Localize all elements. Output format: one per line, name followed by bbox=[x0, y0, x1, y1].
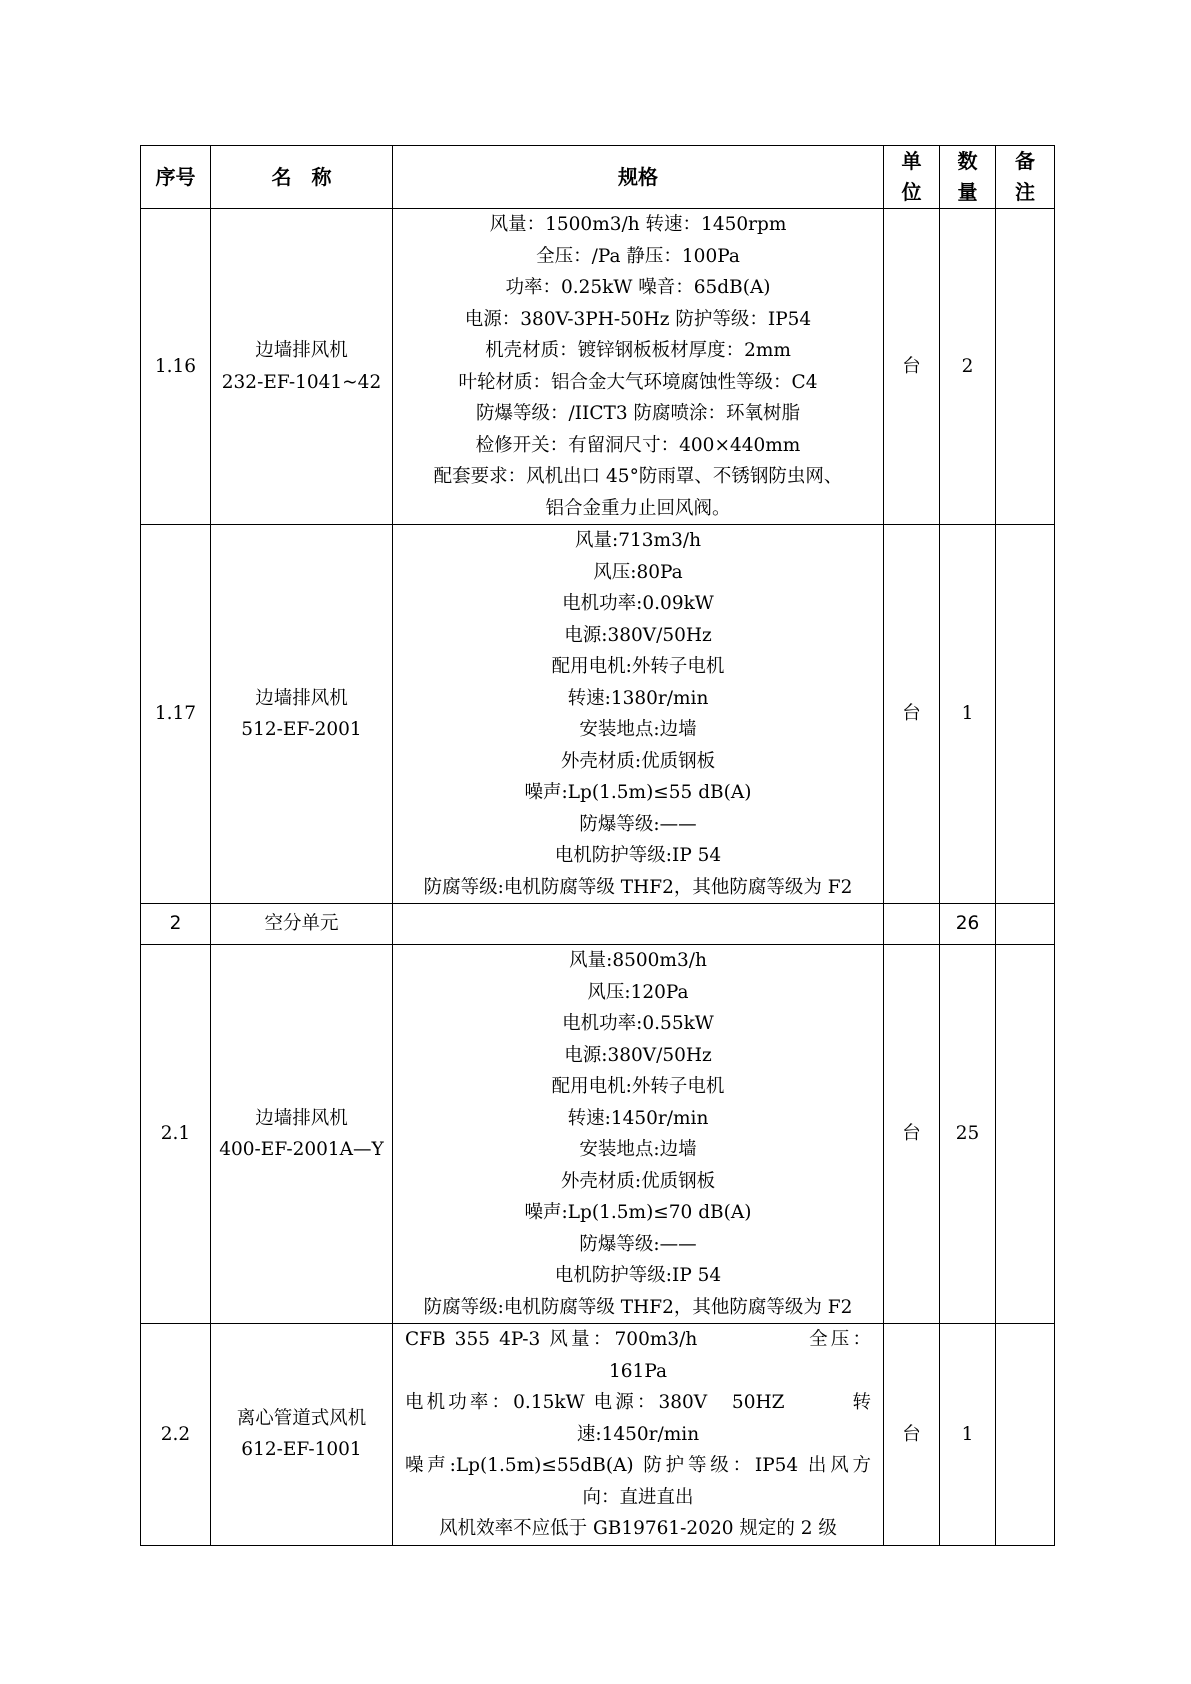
spec-line: 噪声:Lp(1.5m)≤55dB(A) 防护等级：IP54 出风方 bbox=[405, 1455, 871, 1476]
section-row bbox=[141, 904, 1055, 945]
equipment-spec-table bbox=[140, 145, 1055, 1546]
row-name-line2: 232-EF-1041~42 bbox=[221, 371, 382, 393]
spec-line: 风量:713m3/h bbox=[574, 530, 701, 551]
spec-line: 铝合金重力止回风阀。 bbox=[545, 497, 731, 519]
row-index: 1.16 bbox=[141, 209, 211, 525]
spec-line: 电源：380V-3PH-50Hz 防护等级：IP54 bbox=[464, 308, 812, 330]
spec-line: 安装地点:边墙 bbox=[579, 1139, 697, 1160]
row-name-line2: 400-EF-2001A—Y bbox=[219, 1139, 384, 1160]
row-index: 1.17 bbox=[141, 525, 211, 904]
spec-line: 防爆等级:—— bbox=[579, 813, 697, 835]
row-name bbox=[211, 1324, 393, 1546]
table-row bbox=[141, 1324, 1055, 1546]
spec-line: 电机功率：0.15kW 电源：380V 50HZ 转 bbox=[405, 1392, 871, 1413]
spec-line: 外壳材质:优质钢板 bbox=[560, 750, 716, 772]
header-unit bbox=[884, 146, 940, 209]
spec-line: 161Pa bbox=[609, 1360, 667, 1382]
spec-line: 电机功率:0.55kW bbox=[562, 1013, 714, 1034]
section-name: 空分单元 bbox=[211, 904, 393, 945]
row-spec bbox=[393, 1324, 884, 1546]
row-qty: 2 bbox=[940, 209, 996, 525]
row-name bbox=[211, 945, 393, 1324]
spec-line: CFB 355 4P-3 风量：700m3/h 全压： bbox=[405, 1329, 871, 1350]
section-qty: 26 bbox=[940, 904, 996, 945]
header-qty-line2: 量 bbox=[957, 180, 978, 204]
spec-line: 配用电机:外转子电机 bbox=[551, 656, 725, 677]
table-row bbox=[141, 209, 1055, 525]
header-qty-line1: 数 bbox=[957, 149, 978, 173]
spec-line: 外壳材质:优质钢板 bbox=[560, 1170, 716, 1192]
row-qty: 1 bbox=[940, 1324, 996, 1546]
table-header-row bbox=[141, 146, 1055, 209]
row-index: 2.2 bbox=[141, 1324, 211, 1546]
spec-line: 功率：0.25kW 噪音：65dB(A) bbox=[505, 277, 771, 298]
section-index: 2 bbox=[141, 904, 211, 945]
row-name-line1: 边墙排风机 bbox=[255, 1107, 348, 1129]
spec-line: 风量:8500m3/h bbox=[569, 950, 707, 971]
spec-line: 电源:380V/50Hz bbox=[564, 624, 712, 646]
spec-line: 全压：/Pa 静压：100Pa bbox=[536, 245, 740, 267]
row-spec bbox=[393, 945, 884, 1324]
spec-line: 电机防护等级:IP 54 bbox=[554, 1265, 722, 1286]
header-remark bbox=[996, 146, 1055, 209]
spec-line: 安装地点:边墙 bbox=[579, 719, 697, 740]
header-spec: 规格 bbox=[393, 146, 884, 209]
spec-line: 噪声:Lp(1.5m)≤70 dB(A) bbox=[524, 1202, 752, 1223]
section-unit bbox=[884, 904, 940, 945]
spec-line: 叶轮材质：铝合金大气环境腐蚀性等级：C4 bbox=[458, 371, 818, 393]
header-unit-line2: 位 bbox=[901, 180, 922, 204]
spec-line: 噪声:Lp(1.5m)≤55 dB(A) bbox=[524, 782, 752, 803]
header-qty bbox=[940, 146, 996, 209]
table-row bbox=[141, 525, 1055, 904]
row-name bbox=[211, 209, 393, 525]
spec-line: 配套要求：风机出口 45°防雨罩、不锈钢防虫网、 bbox=[433, 466, 843, 487]
row-name-line1: 边墙排风机 bbox=[255, 340, 348, 361]
spec-line: 机壳材质：镀锌钢板板材厚度：2mm bbox=[485, 340, 791, 361]
row-spec bbox=[393, 525, 884, 904]
spec-line: 风量：1500m3/h 转速：1450rpm bbox=[489, 214, 787, 235]
spec-line: 检修开关：有留洞尺寸：400×440mm bbox=[475, 434, 801, 456]
table-row bbox=[141, 945, 1055, 1324]
spec-line: 电机防护等级:IP 54 bbox=[554, 845, 722, 866]
spec-line: 风机效率不应低于 GB19761-2020 规定的 2 级 bbox=[439, 1518, 837, 1539]
spec-line: 风压:80Pa bbox=[593, 561, 683, 583]
spec-line: 风压:120Pa bbox=[587, 981, 689, 1003]
row-unit: 台 bbox=[884, 1324, 940, 1546]
row-remark bbox=[996, 945, 1055, 1324]
row-qty: 1 bbox=[940, 525, 996, 904]
header-name: 名 称 bbox=[211, 146, 393, 209]
row-name-line2: 512-EF-2001 bbox=[241, 719, 362, 740]
header-unit-line1: 单 bbox=[901, 149, 922, 173]
spec-line: 转速:1380r/min bbox=[567, 687, 709, 709]
spec-line: 向：直进直出 bbox=[582, 1486, 694, 1508]
row-remark bbox=[996, 525, 1055, 904]
row-name-line1: 离心管道式风机 bbox=[236, 1407, 367, 1429]
header-remark-line1: 备 bbox=[1015, 149, 1035, 173]
section-remark bbox=[996, 904, 1055, 945]
spec-line: 防爆等级：/IICT3 防腐喷涂：环氧树脂 bbox=[476, 403, 800, 424]
row-index: 2.1 bbox=[141, 945, 211, 1324]
row-unit: 台 bbox=[884, 945, 940, 1324]
header-index: 序号 bbox=[141, 146, 211, 209]
spec-line: 转速:1450r/min bbox=[567, 1107, 709, 1129]
row-unit: 台 bbox=[884, 209, 940, 525]
row-name-line2: 612-EF-1001 bbox=[241, 1439, 362, 1461]
spec-line: 防爆等级:—— bbox=[579, 1233, 697, 1255]
row-remark bbox=[996, 209, 1055, 525]
section-spec bbox=[393, 904, 884, 945]
header-remark-line2: 注 bbox=[1015, 180, 1035, 204]
row-qty: 25 bbox=[940, 945, 996, 1324]
row-name-line1: 边墙排风机 bbox=[255, 687, 348, 709]
spec-line: 防腐等级:电机防腐等级 THF2，其他防腐等级为 F2 bbox=[423, 1296, 853, 1318]
spec-line: 速:1450r/min bbox=[576, 1423, 700, 1445]
row-unit: 台 bbox=[884, 525, 940, 904]
spec-line: 配用电机:外转子电机 bbox=[551, 1076, 725, 1097]
spec-line: 电源:380V/50Hz bbox=[564, 1044, 712, 1066]
row-name bbox=[211, 525, 393, 904]
spec-line: 电机功率:0.09kW bbox=[562, 593, 714, 614]
row-spec bbox=[393, 209, 884, 525]
spec-line: 防腐等级:电机防腐等级 THF2，其他防腐等级为 F2 bbox=[423, 876, 853, 898]
row-remark bbox=[996, 1324, 1055, 1546]
